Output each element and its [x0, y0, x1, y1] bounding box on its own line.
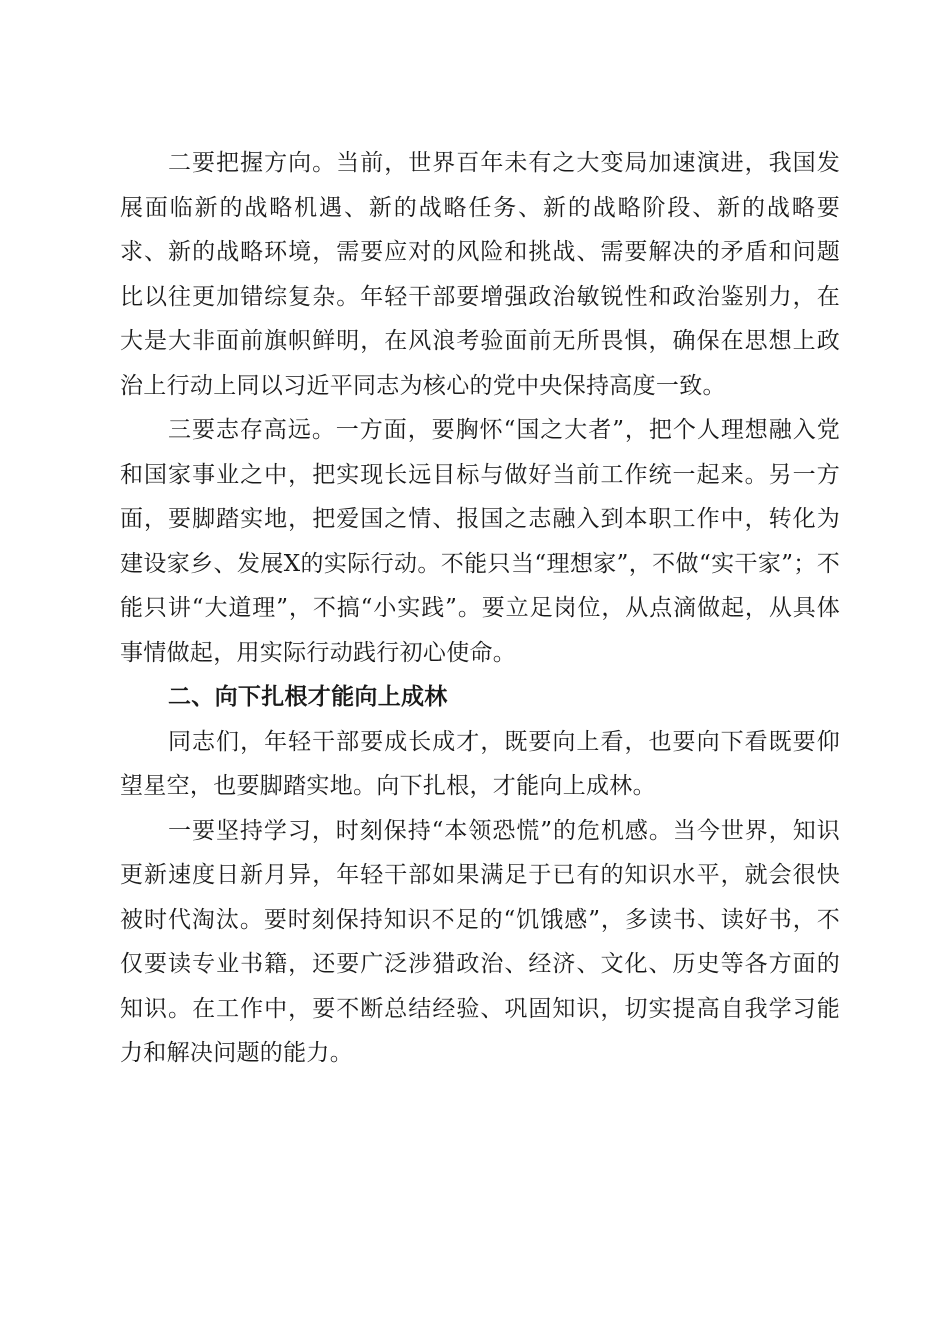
paragraph-learning: 一要坚持学习，时刻保持“本领恐慌”的危机感。当今世界，知识更新速度日新月异，年轻干部如果满足于已有的知识水平，就会很快被时代淘汰。要时刻保持知识不足的“饥饿感”，多读书、读好书，不仅要读专业书籍，还要广泛涉猎政治、经济、文化、历史等各方面的知识。在工作中，要不断总结经验、巩固知识，切实提高自我学习能力和解决问题的能力。 — [120, 817, 840, 1066]
paragraph-direction: 二要把握方向。当前，世界百年未有之大变局加速演进，我国发展面临新的战略机遇、新的战略任务、新的战略阶段、新的战略要求、新的战略环境，需要应对的风险和挑战、需要解决的矛盾和问题比以往更加错综复杂。年轻干部要增强政治敏锐性和政治鉴别力，在大是大非面前旗帜鲜明，在风浪考验面前无所畏惧，确保在思想上政治上行动上同以习近平同志为核心的党中央保持高度一致。 — [120, 150, 840, 399]
document-body — [120, 141, 840, 1076]
section-heading: 二、向下扎根才能向上成林 — [168, 684, 448, 710]
paragraph-aspiration: 三要志存高远。一方面，要胸怀“国之大者”，把个人理想融入党和国家事业之中，把实现长远目标与做好当前工作统一起来。另一方面，要脚踏实地，把爱国之情、报国之志融入到本职工作中，转化为建设家乡、发展X的实际行动。不能只当“理想家”，不做“实干家”；不能只讲“大道理”，不搞“小实践”。要立足岗位，从点滴做起，从具体事情做起，用实际行动践行初心使命。 — [120, 417, 840, 666]
paragraph-intro: 同志们，年轻干部要成长成才，既要向上看，也要向下看既要仰望星空，也要脚踏实地。向下扎根，才能向上成林。 — [120, 728, 840, 799]
